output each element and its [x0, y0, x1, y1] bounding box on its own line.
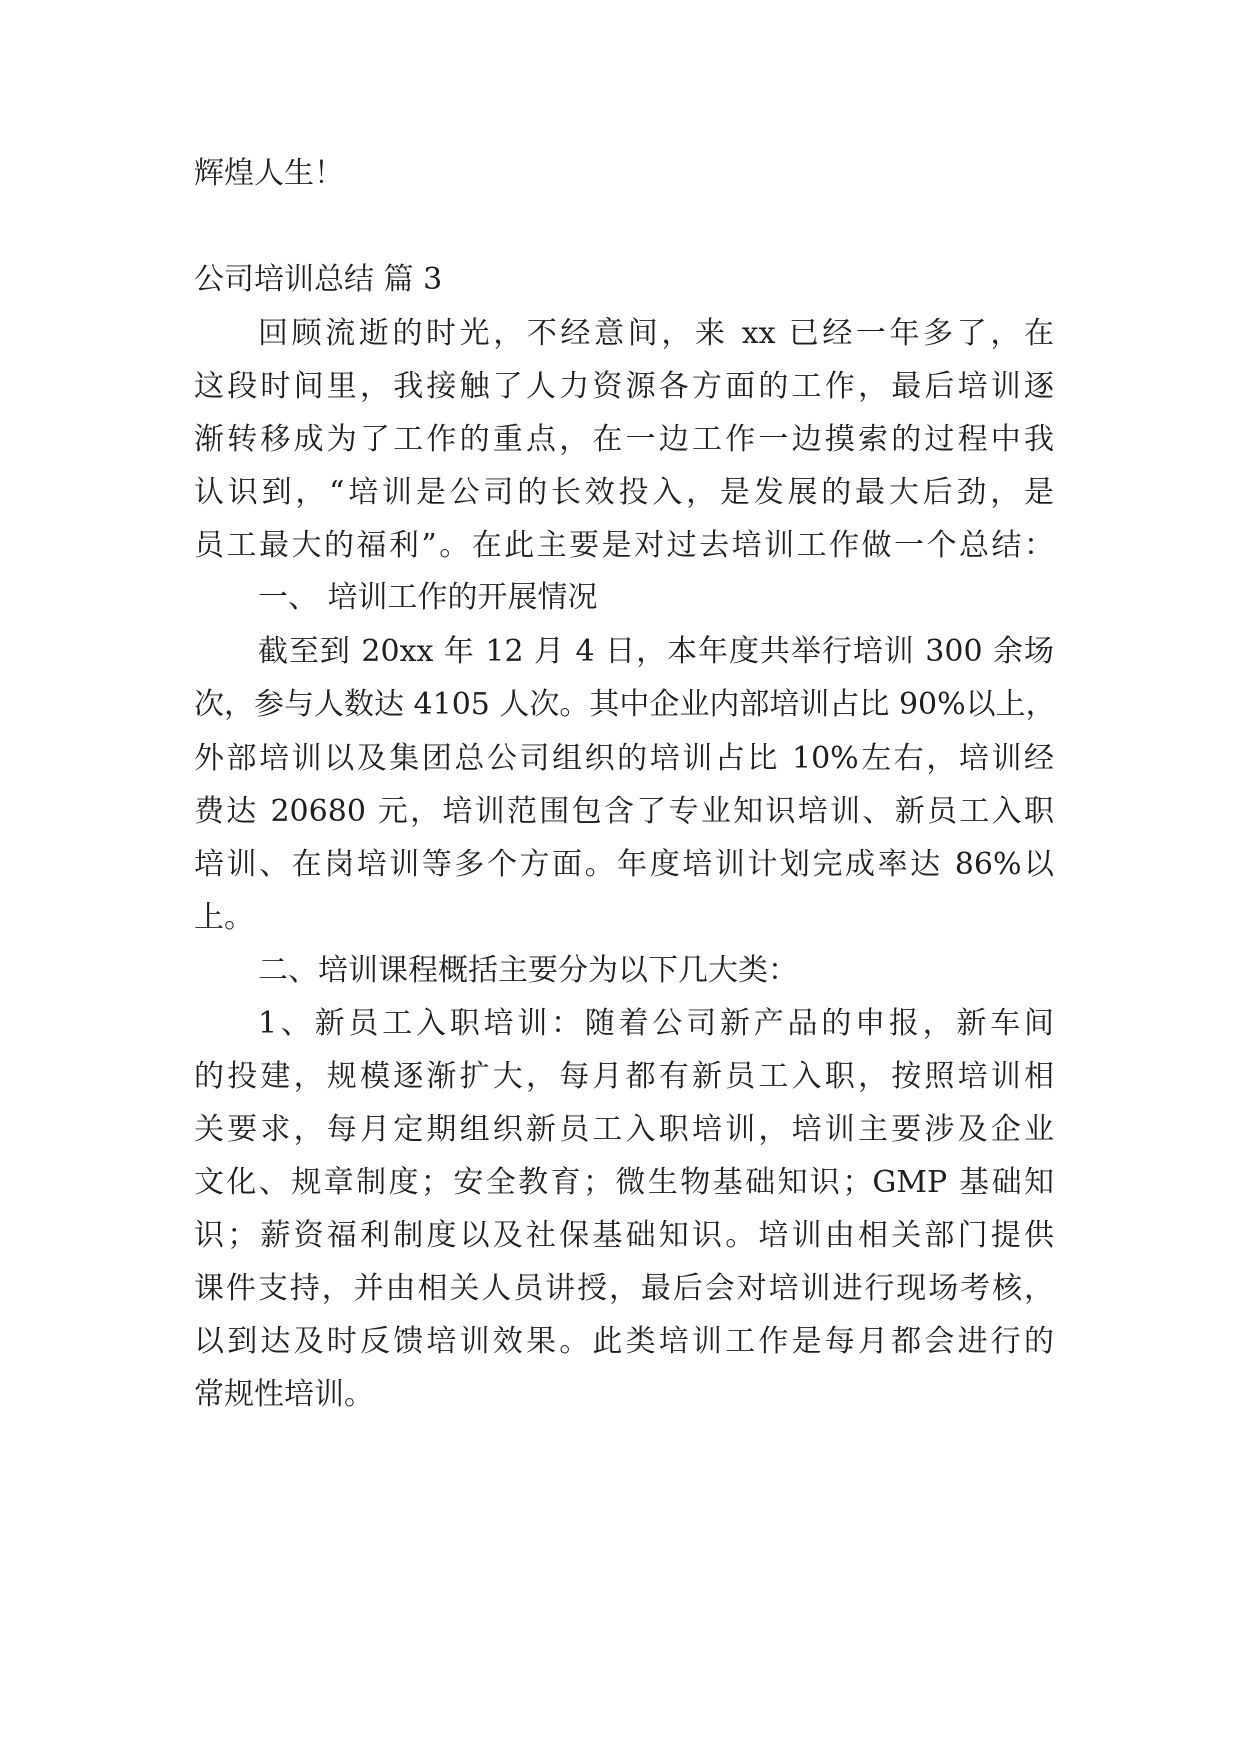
paragraph-line: 外部培训以及集团总公司组织的培训占比 10%左右，培训经 — [194, 741, 1054, 776]
paragraph-line: 次，参与人数达 4105 人次。其中企业内部培训占比 90%以上， — [194, 687, 1056, 722]
paragraph-line: 识；薪资福利制度以及社保基础知识。培训由相关部门提供 — [194, 1218, 1054, 1253]
paragraph-line: 上。 — [194, 900, 254, 935]
paragraph-line: 员工最大的福利”。在此主要是对过去培训工作做一个总结： — [194, 528, 1054, 563]
section-title: 公司培训总结 篇 3 — [194, 262, 443, 297]
closing-line: 辉煌人生！ — [194, 156, 344, 191]
paragraph-line: 费达 20680 元，培训范围包含了专业知识培训、新员工入职 — [194, 794, 1054, 829]
paragraph-line: 渐转移成为了工作的重点，在一边工作一边摸索的过程中我 — [194, 422, 1054, 457]
paragraph-line: 课件支持，并由相关人员讲授，最后会对培训进行现场考核， — [194, 1271, 1054, 1306]
subheading: 二、培训课程概括主要分为以下几大类： — [258, 953, 798, 988]
paragraph-line: 文化、规章制度；安全教育；微生物基础知识；GMP 基础知 — [194, 1165, 1054, 1200]
paragraph-line: 这段时间里，我接触了人力资源各方面的工作，最后培训逐 — [194, 369, 1054, 404]
paragraph-line: 回顾流逝的时光，不经意间，来 xx 已经一年多了，在 — [258, 316, 1054, 351]
paragraph-line: 截至到 20xx 年 12 月 4 日，本年度共举行培训 300 余场 — [258, 634, 1054, 669]
subheading: 一、 培训工作的开展情况 — [258, 580, 598, 615]
paragraph-line: 认识到，“培训是公司的长效投入，是发展的最大后劲，是 — [194, 475, 1054, 510]
paragraph-line: 培训、在岗培训等多个方面。年度培训计划完成率达 86%以 — [194, 847, 1054, 882]
paragraph-line: 的投建，规模逐渐扩大，每月都有新员工入职，按照培训相 — [194, 1059, 1054, 1094]
paragraph-line: 1、新员工入职培训：随着公司新产品的申报，新车间 — [258, 1006, 1054, 1041]
paragraph-line: 关要求，每月定期组织新员工入职培训，培训主要涉及企业 — [194, 1112, 1054, 1147]
paragraph-line: 以到达及时反馈培训效果。此类培训工作是每月都会进行的 — [194, 1324, 1054, 1359]
paragraph-line: 常规性培训。 — [194, 1377, 374, 1412]
